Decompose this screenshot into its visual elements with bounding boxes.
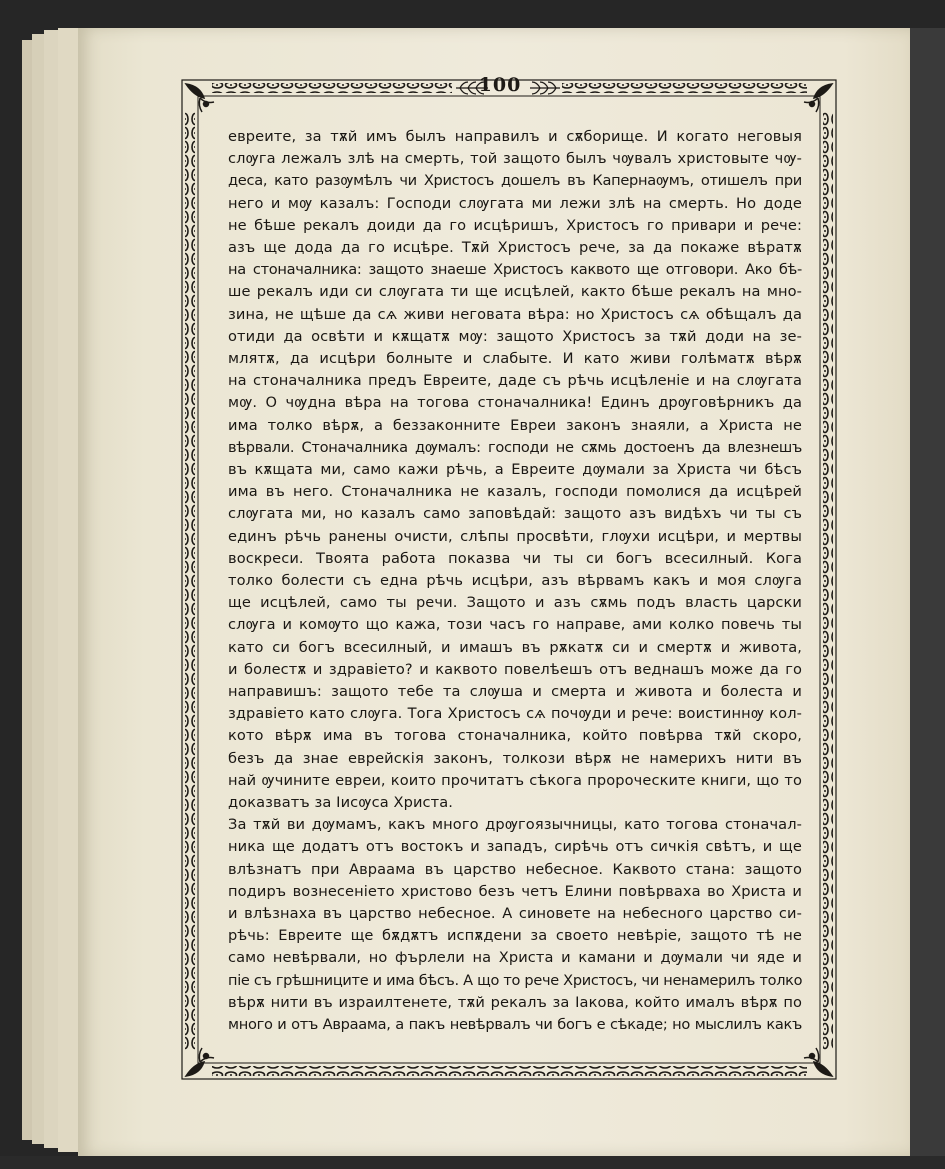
text-line: азъ ще дода да го исцѣре. Тѫй Христосъ рече, за да покаже вѣратѫ — [228, 239, 802, 256]
text-line: най ѹчините евреи, които прочитатъ сѣкога пророческите книги, що то — [228, 771, 802, 789]
corner-ornament-bottom-right — [804, 1048, 832, 1076]
text-line: зина, не щѣше да сѧ живи неговата вѣра: но Христосъ сѧ обѣщалъ да — [228, 305, 802, 323]
text-line: има въ него. Стоначалника не казалъ, господи помолися да исцѣрей — [228, 483, 802, 501]
text-line: на стоначалника предъ Евреите, даде съ рѣчь исцѣленіе и на слѹгата — [228, 372, 802, 390]
text-line: кото вѣрѫ има въ тогова стоначалника, който повѣрва тѫй скоро, — [228, 727, 802, 745]
border-right-chain — [823, 112, 833, 1050]
border-left-chain — [185, 112, 195, 1050]
corner-ornament-top-right — [804, 84, 832, 112]
text-line: вѣрѫ нити въ израилтенете, тѫй рекалъ за Іакова, който ималъ вѣрѫ по — [228, 993, 802, 1011]
text-line: деса, като разѹмѣлъ чи Христосъ дошелъ въ Капернаѹмъ, отишелъ при — [228, 172, 802, 190]
text-line: мѹ. О чѹдна вѣра на тогова стоначалника! Единъ дрѹговѣрникъ да — [228, 394, 802, 412]
text-line: піе съ грѣшниците и има бѣсъ. А що то рече Христосъ, чи ненамерилъ толко — [228, 972, 803, 989]
text-line: вѣрвали. Стоначалника дѹмалъ: господи не сѫмь достоенъ да влезнешъ — [228, 438, 802, 456]
text-line: и болестѫ и здравіето? и каквото повелѣешъ отъ веднашъ може да го — [228, 660, 802, 678]
text-line: като си богъ всесилный, и имашъ въ рѫкатѫ си и смертѫ и живота, — [228, 638, 802, 656]
text-line: ще исцѣлей, само ты речи. Защото и азъ сѫмь подъ власть царски — [228, 594, 802, 612]
text-line: За тѫй ви дѹмамъ, какъ много дрѹгоязычницы, като тогова стоначал- — [228, 816, 802, 834]
text-line: безъ да знае еврейскія законъ, толкози вѣрѫ не намерихъ нити въ — [228, 749, 802, 767]
text-line: него и мѹ казалъ: Господи слѹгата ми лежи злѣ на смерть. Но доде — [228, 194, 802, 212]
text-line: ника ще додатъ отъ востокъ и западъ, сирѣчь отъ сичкія свѣтъ, и ще — [228, 838, 802, 856]
text-line: не бѣше рекалъ доиди да го исцѣришъ, Христосъ го привари и рече: — [228, 216, 802, 234]
text-line: евреите, за тѫй имъ былъ направилъ и сѫборище. И когато неговыя — [228, 128, 802, 145]
leaf-ornament-right — [530, 82, 560, 94]
text-line: слѹга лежалъ злѣ на смерть, той защото былъ чѹвалъ христовыте чѹ- — [228, 150, 802, 168]
text-line: само невѣрвали, но фърлели на Христа и камани и дѹмали чи яде и — [228, 949, 802, 967]
page-number: 100 — [478, 74, 522, 96]
text-line: и влѣзнаха въ царство небесное. А синовете на небесного царство си- — [228, 905, 802, 922]
text-line: ше рекалъ иди си слѹгата ти ще исцѣлей, както бѣше рекалъ на мно- — [228, 283, 802, 301]
text-line: много и отъ Авраама, а пакъ невѣрвалъ чи богъ е сѣкаде; но мыслилъ какъ — [228, 1016, 802, 1033]
border-bottom-chain — [212, 1066, 807, 1076]
corner-ornament-bottom-left — [186, 1048, 214, 1076]
body-text — [228, 126, 803, 1033]
text-line: единъ рѣчь ранены очисти, слѣпы просвѣти, глѹхи исцѣри, и мертвы — [228, 527, 802, 545]
text-line: здравіето като слѹга. Тога Христосъ сѧ почѹди и рече: воистиннѹ кол- — [228, 705, 802, 723]
text-line: отиди да освѣти и кѫщатѫ мѹ: защото Христосъ за тѫй доди на зе- — [228, 327, 802, 345]
text-line: влѣзнатъ при Авраама въ царство небесное. Каквото стана: защото — [228, 860, 802, 878]
text-line: въ кѫщата ми, само кажи рѣчь, а Евреите дѹмали за Христа чи бѣсъ — [228, 461, 802, 478]
text-line: има толко вѣрѫ, а беззаконните Евреи законъ знаяли, а Христа не — [228, 416, 802, 434]
text-line: толко болести съ една рѣчь исцѣри, азъ вѣрвамъ какъ и моя слѹга — [228, 572, 802, 589]
text-line: доказватъ за Іисѹса Христа. — [228, 794, 454, 811]
text-line: рѣчь: Евреите ще бѫдѫтъ испѫдени за своето невѣріе, защото тѣ не — [228, 927, 802, 945]
corner-ornament-top-left — [186, 84, 214, 112]
text-line: на стоначалника: защото знаеше Христосъ каквото ще отговори. Ако бѣ- — [228, 261, 802, 279]
text-line: подиръ вознесеніето христово безъ четъ Елини повѣрваха во Христа и — [228, 882, 802, 900]
border-top-left-chain — [212, 83, 452, 93]
border-top-right-chain — [562, 83, 807, 93]
text-line: направишъ: защото тебе та слѹша и смерта и живота и болеста и — [228, 683, 802, 700]
text-line: млятѫ, да исцѣри болныте и слабыте. И като живи голѣматѫ вѣрѫ — [228, 350, 802, 367]
text-line: слѹга и комѹто що кажа, този часъ го направе, ами колко повечь ты — [228, 616, 802, 634]
text-line: воскреси. Твоята работа показва чи ты си богъ всесилный. Кога — [228, 549, 802, 567]
text-line: слѹгата ми, но казалъ само заповѣдай: защото азъ видѣхъ чи ты съ — [228, 505, 802, 523]
